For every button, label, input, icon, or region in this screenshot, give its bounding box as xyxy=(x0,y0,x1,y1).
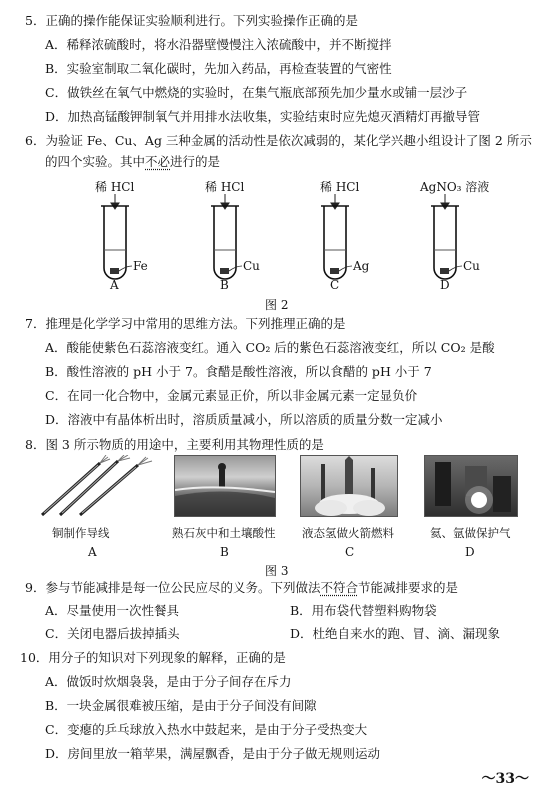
q5-option-a: A．稀释浓硫酸时，将水沿器壁慢慢注入浓硫酸中，并不断搅拌 xyxy=(45,37,392,52)
figure-2-caption: 图 2 xyxy=(265,298,289,312)
tube-c-reagent: 稀 HCl xyxy=(320,180,360,194)
q6-stem-part2: 进行的是 xyxy=(170,154,221,169)
photo-a-caption: 铜制作导线 xyxy=(52,526,110,540)
q10-option-b: B．一块金属很难被压缩，是由于分子间没有间隙 xyxy=(45,698,317,713)
test-tubes-drawing xyxy=(0,0,547,300)
photo-b-caption: 熟石灰中和土壤酸性 xyxy=(172,526,276,540)
tube-d-reagent: AgNO₃ 溶液 xyxy=(420,180,490,194)
q5-option-b: B．实验室制取二氧化碳时，先加入药品，再检查装置的气密性 xyxy=(45,61,392,76)
q9-option-c: C．关闭电器后拔掉插头 xyxy=(45,626,180,641)
q7-option-c: C．在同一化合物中，金属元素显正价，所以非金属元素一定显负价 xyxy=(45,388,418,403)
q7-option-d: D．溶液中有晶体析出时，溶质质量减小，所以溶质的质量分数一定减小 xyxy=(45,412,443,427)
tube-b-letter: B xyxy=(220,278,229,292)
photo-b-letter: B xyxy=(220,545,229,559)
q9-stem-part1: 9．参与节能减排是每一位公民应尽的义务。下列做法 xyxy=(25,580,321,595)
tube-b-reagent: 稀 HCl xyxy=(205,180,245,194)
cu-piece-b xyxy=(220,268,229,274)
lime-field-photo xyxy=(174,455,276,517)
tube-a-reagent: 稀 HCl xyxy=(95,180,135,194)
photo-d-letter: D xyxy=(465,545,475,559)
q9-option-a: A．尽量使用一次性餐具 xyxy=(45,603,180,618)
tube-c-letter: C xyxy=(330,278,340,292)
photo-c-letter: C xyxy=(345,545,355,559)
tube-a-metal: Fe xyxy=(133,259,148,273)
tube-d-letter: D xyxy=(440,278,450,292)
tube-c-metal: Ag xyxy=(353,259,370,273)
q6-stem-part1: 的四个实验。其中 xyxy=(45,154,146,169)
q5-option-d: D．加热高锰酸钾制氧气并用排水法收集，实验结束时应先熄灭酒精灯再撤导管 xyxy=(45,109,481,124)
ag-piece xyxy=(330,268,339,274)
q10-option-a: A．做饭时炊烟袅袅，是由于分子间存在斥力 xyxy=(45,674,292,689)
q7-option-b: B．酸性溶液的 pH 小于 7。食醋是酸性溶液，所以食醋的 pH 小于 7 xyxy=(45,364,432,379)
photo-d-caption: 氦、氩做保护气 xyxy=(430,526,511,540)
q8-stem: 8．图 3 所示物质的用途中，主要利用其物理性质的是 xyxy=(25,437,324,452)
photo-a-letter: A xyxy=(88,545,97,559)
q10-option-c: C．变瘪的乒乓球放入热水中鼓起来，是由于分子受热变大 xyxy=(45,722,368,737)
q9-option-b: B．用布袋代替塑料购物袋 xyxy=(290,603,437,618)
rocket-photo xyxy=(300,455,398,517)
q6-stem-line1: 6．为验证 Fe、Cu、Ag 三种金属的活动性是依次减弱的，某化学兴趣小组设计了图 2 所示 xyxy=(25,133,532,148)
q9-stem xyxy=(25,580,458,596)
q10-stem: 10．用分子的知识对下列现象的解释，正确的是 xyxy=(20,650,286,665)
tube-b-metal: Cu xyxy=(243,259,260,273)
q5-stem: 5．正确的操作能保证实验顺利进行。下列实验操作正确的是 xyxy=(25,13,358,28)
q10-option-d: D．房间里放一箱苹果，满屋飘香，是由于分子做无规则运动 xyxy=(45,746,381,761)
q7-stem: 7．推理是化学学习中常用的思维方法。下列推理正确的是 xyxy=(25,316,346,331)
q7-option-a: A．酸能使紫色石蕊溶液变红。通入 CO₂ 后的紫色石蕊溶液变红，所以 CO₂ 是酸 xyxy=(45,340,495,355)
q9-stem-part2: 节能减排要求的是 xyxy=(357,580,458,595)
tube-a-letter: A xyxy=(110,278,119,292)
page-number: ～33～ xyxy=(481,771,529,787)
photo-c-caption: 液态氢做火箭燃料 xyxy=(302,526,394,540)
welding-photo xyxy=(424,455,518,517)
q5-option-c: C．做铁丝在氧气中燃烧的实验时，在集气瓶底部预先加少量水或铺一层沙子 xyxy=(45,85,468,100)
q9-emphasis: 不符合 xyxy=(320,580,358,595)
tube-d-metal: Cu xyxy=(463,259,480,273)
figure-3-caption: 图 3 xyxy=(265,564,289,578)
fe-piece xyxy=(110,268,119,274)
cu-piece-d xyxy=(440,268,449,274)
q6-emphasis: 不必 xyxy=(145,154,171,169)
q9-option-d: D．杜绝自来水的跑、冒、滴、漏现象 xyxy=(290,626,501,641)
copper-wire-photo xyxy=(38,455,156,517)
